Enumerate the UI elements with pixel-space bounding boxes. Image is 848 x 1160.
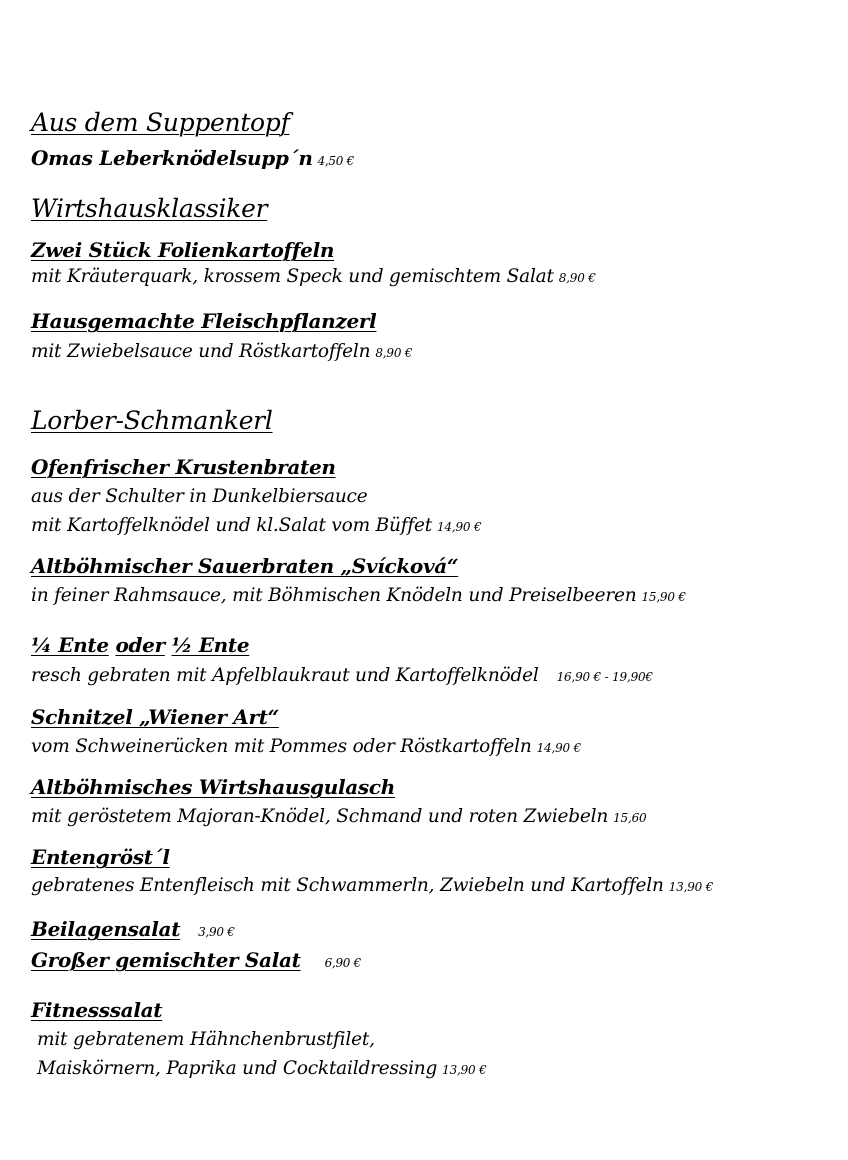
item-name-schnitzel: Schnitzel „Wiener Art“ bbox=[31, 705, 279, 729]
item-desc-schnitzel bbox=[31, 736, 581, 757]
item-name-fleischpflanzerl: Hausgemachte Fleischpflanzerl bbox=[31, 309, 377, 333]
item-desc-sauerbraten bbox=[31, 585, 686, 606]
item-desc-entengroestl bbox=[31, 875, 713, 896]
item-price: 16,90 € - 19,90€ bbox=[556, 670, 653, 684]
item-desc: mit Kräuterquark, krossem Speck und gemischtem Salat bbox=[31, 266, 554, 287]
section-title-wirtshausklassiker: Wirtshausklassiker bbox=[31, 194, 268, 223]
item-desc-fitnesssalat-1: mit gebratenem Hähnchenbrustfilet, bbox=[37, 1029, 375, 1050]
item-name: Omas Leberknödelsupp´n bbox=[31, 146, 313, 170]
item-name: Großer gemischter Salat bbox=[31, 948, 301, 972]
item-name-ente bbox=[31, 633, 249, 657]
item-desc-fitnesssalat-2 bbox=[37, 1058, 487, 1079]
item-price: 15,90 € bbox=[641, 590, 686, 604]
item-name-entengroestl: Entengröst´l bbox=[31, 845, 170, 869]
item-desc-ente bbox=[31, 665, 653, 686]
item-price: 8,90 € bbox=[375, 346, 413, 360]
item-price: 15,60 bbox=[613, 811, 647, 825]
item-desc: mit Zwiebelsauce und Röstkartoffeln bbox=[31, 341, 371, 362]
item-name-or: oder bbox=[115, 633, 165, 657]
item-name-fitnesssalat: Fitnesssalat bbox=[31, 998, 163, 1022]
item-desc: resch gebraten mit Apfelblaukraut und Kartoffelknödel bbox=[31, 665, 539, 686]
menu-item-leberknoedelsuppe bbox=[31, 146, 354, 170]
item-desc: mit geröstetem Majoran-Knödel, Schmand und roten Zwiebeln bbox=[31, 806, 609, 827]
item-price: 14,90 € bbox=[436, 520, 482, 534]
item-name-krustenbraten: Ofenfrischer Krustenbraten bbox=[31, 455, 336, 479]
item-desc-krustenbraten-2 bbox=[31, 515, 481, 536]
section-title-suppentopf: Aus dem Suppentopf bbox=[31, 108, 290, 137]
item-name-quarter-duck: ¼ Ente bbox=[31, 633, 109, 657]
item-desc: Maiskörnern, Paprika und Cocktaildressing bbox=[37, 1058, 438, 1079]
item-name-folienkartoffeln: Zwei Stück Folienkartoffeln bbox=[31, 238, 335, 262]
item-desc-gulasch bbox=[31, 806, 646, 827]
item-price: 13,90 € bbox=[668, 880, 714, 894]
item-desc: mit Kartoffelknödel und kl.Salat vom Büffet bbox=[31, 515, 432, 536]
item-price: 14,90 € bbox=[536, 741, 582, 755]
item-name-half-duck: ½ Ente bbox=[171, 633, 250, 657]
item-name-gulasch: Altböhmisches Wirtshausgulasch bbox=[31, 775, 396, 799]
item-price: 13,90 € bbox=[442, 1063, 487, 1077]
item-desc-krustenbraten-1: aus der Schulter in Dunkelbiersauce bbox=[31, 486, 368, 507]
item-price: 4,50 € bbox=[317, 154, 354, 168]
item-name-sauerbraten: Altböhmischer Sauerbraten „Svícková“ bbox=[31, 554, 459, 578]
item-price: 6,90 € bbox=[324, 956, 361, 970]
menu-item-beilagensalat bbox=[31, 917, 235, 941]
item-desc: in feiner Rahmsauce, mit Böhmischen Knödeln und Preiselbeeren bbox=[31, 585, 637, 606]
item-price: 8,90 € bbox=[558, 271, 596, 285]
item-desc-folienkartoffeln bbox=[31, 266, 596, 287]
item-price: 3,90 € bbox=[198, 925, 235, 939]
item-name: Beilagensalat bbox=[31, 917, 181, 941]
item-desc-fleischpflanzerl bbox=[31, 341, 412, 362]
section-title-lorber-schmankerl: Lorber-Schmankerl bbox=[31, 406, 273, 435]
item-desc: gebratenes Entenfleisch mit Schwammerln, Zwiebeln und Kartoffeln bbox=[31, 875, 664, 896]
item-desc: vom Schweinerücken mit Pommes oder Röstkartoffeln bbox=[31, 736, 532, 757]
menu-item-gemischter-salat bbox=[31, 948, 361, 972]
